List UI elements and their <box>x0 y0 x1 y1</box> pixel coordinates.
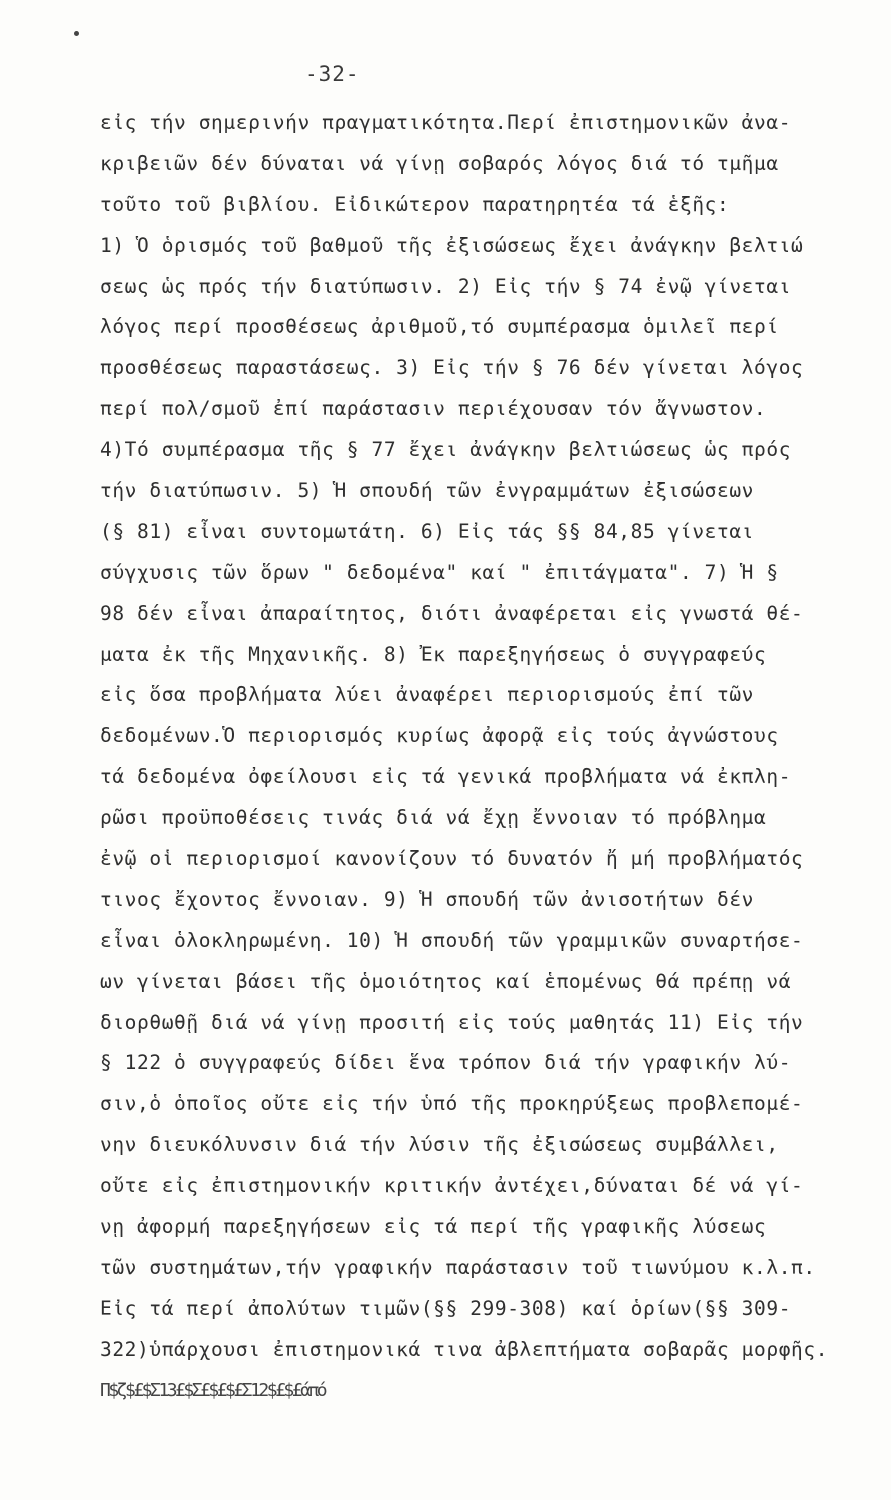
text-line: νην διευκόλυνσιν διά τήν λύσιν τῆς ἐξισώσεως συμβάλλει, <box>100 1133 779 1157</box>
text-line: ων γίνεται βάσει τῆς ὁμοιότητος καί ἑπομένως θά πρέπῃ νά <box>100 969 792 993</box>
text-line: 322)ὑπάρχουσι ἐπιστημονικά τινα ἀβλεπτήματα σοβαρᾶς μορφῆς. <box>100 1337 829 1361</box>
text-line: τῶν συστημάτων,τήν γραφικήν παράστασιν τοῦ τιωνύμου κ.λ.π. <box>100 1255 816 1279</box>
text-line: προσθέσεως παραστάσεως. 3) Εἰς τήν § 76 δέν γίνεται λόγος <box>100 356 804 380</box>
text-line: διορθωθῇ διά νά γίνῃ προσιτή εἰς τούς μαθητάς 11) Εἰς τήν <box>100 1010 804 1034</box>
text-line: λόγος περί προσθέσεως ἀριθμοῦ,τό συμπέρασμα ὁμιλεῖ περί <box>100 315 779 339</box>
text-line: νῃ ἀφορμή παρεξηγήσεων εἰς τά περί τῆς γραφικῆς λύσεως <box>100 1215 767 1239</box>
text-line: 4)Τό συμπέρασμα τῆς § 77 ἔχει ἀνάγκην βελτιώσεως ὡς πρός <box>100 438 792 462</box>
text-line: ματα ἐκ τῆς Μηχανικῆς. 8) Ἐκ παρεξηγήσεως ὁ συγγραφεύς <box>100 642 767 666</box>
ink-speck <box>74 31 79 36</box>
text-line: Εἰς τά περί ἀπολύτων τιμῶν(§§ 299-308) καί ὁρίων(§§ 309- <box>100 1296 792 1320</box>
body-text <box>100 103 870 1412</box>
text-line: εἶναι ὁλοκληρωμένη. 10) Ἡ σπουδή τῶν γραμμικῶν συναρτήσε- <box>100 928 804 952</box>
text-line: εἰς ὅσα προβλήματα λύει ἀναφέρει περιορισμούς ἐπί τῶν <box>100 683 755 707</box>
text-line: § 122 ὁ συγγραφεύς δίδει ἕνα τρόπον διά τήν γραφικήν λύ- <box>100 1051 792 1075</box>
overtyped-line: Π$ζ$£$Σ13£$Σ£$£$£Σ12$£$£άπό <box>100 1379 326 1401</box>
text-line: ρῶσι προϋποθέσεις τινάς διά νά ἔχῃ ἔννοιαν τό πρόβλημα <box>100 806 767 830</box>
text-line: τοῦτο τοῦ βιβλίου. Εἰδικώτερον παρατηρητέα τά ἑξῆς: <box>100 192 730 216</box>
text-line: σιν,ὁ ὁποῖος οὔτε εἰς τήν ὑπό τῆς προκηρύξεως προβλεπομέ- <box>100 1092 804 1116</box>
text-line: σύγχυσις τῶν ὅρων " δεδομένα" καί " ἐπιτάγματα". 7) Ἡ § <box>100 560 779 584</box>
page-number: -32- <box>305 62 360 86</box>
text-line: 1) Ὁ ὁρισμός τοῦ βαθμοῦ τῆς ἐξισώσεως ἔχει ἀνάγκην βελτιώ <box>100 233 804 257</box>
text-line: τινος ἔχοντος ἔννοιαν. 9) Ἡ σπουδή τῶν ἀνισοτήτων δέν <box>100 887 755 911</box>
text-line: ἐνῷ οἱ περιορισμοί κανονίζουν τό δυνατόν ἤ μή προβλήματός <box>100 847 804 871</box>
text-line: (§ 81) εἶναι συντομωτάτη. 6) Εἰς τάς §§ 84,85 γίνεται <box>100 519 755 543</box>
text-line: τήν διατύπωσιν. 5) Ἡ σπουδή τῶν ἐνγραμμάτων ἐξισώσεων <box>100 479 755 503</box>
text-line: σεως ὡς πρός τήν διατύπωσιν. 2) Εἰς τήν § 74 ἐνῷ γίνεται <box>100 274 792 298</box>
text-line: 98 δέν εἶναι ἀπαραίτητος, διότι ἀναφέρεται εἰς γνωστά θέ- <box>100 601 804 625</box>
text-line: δεδομένων.Ὁ περιορισμός κυρίως ἀφορᾷ εἰς τούς ἀγνώστους <box>100 724 779 748</box>
text-line: οὔτε εἰς ἐπιστημονικήν κριτικήν ἀντέχει,δύναται δέ νά γί- <box>100 1174 804 1198</box>
text-line: εἰς τήν σημερινήν πραγματικότητα.Περί ἐπιστημονικῶν ἀνα- <box>100 111 792 134</box>
text-line: τά δεδομένα ὀφείλουσι εἰς τά γενικά προβλήματα νά ἐκπλη- <box>100 765 792 789</box>
text-line: περί πολ/σμοῦ ἐπί παράστασιν περιέχουσαν τόν ἄγνωστον. <box>100 397 767 421</box>
text-line: κριβειῶν δέν δύναται νά γίνῃ σοβαρός λόγος διά τό τμῆμα <box>100 151 779 175</box>
